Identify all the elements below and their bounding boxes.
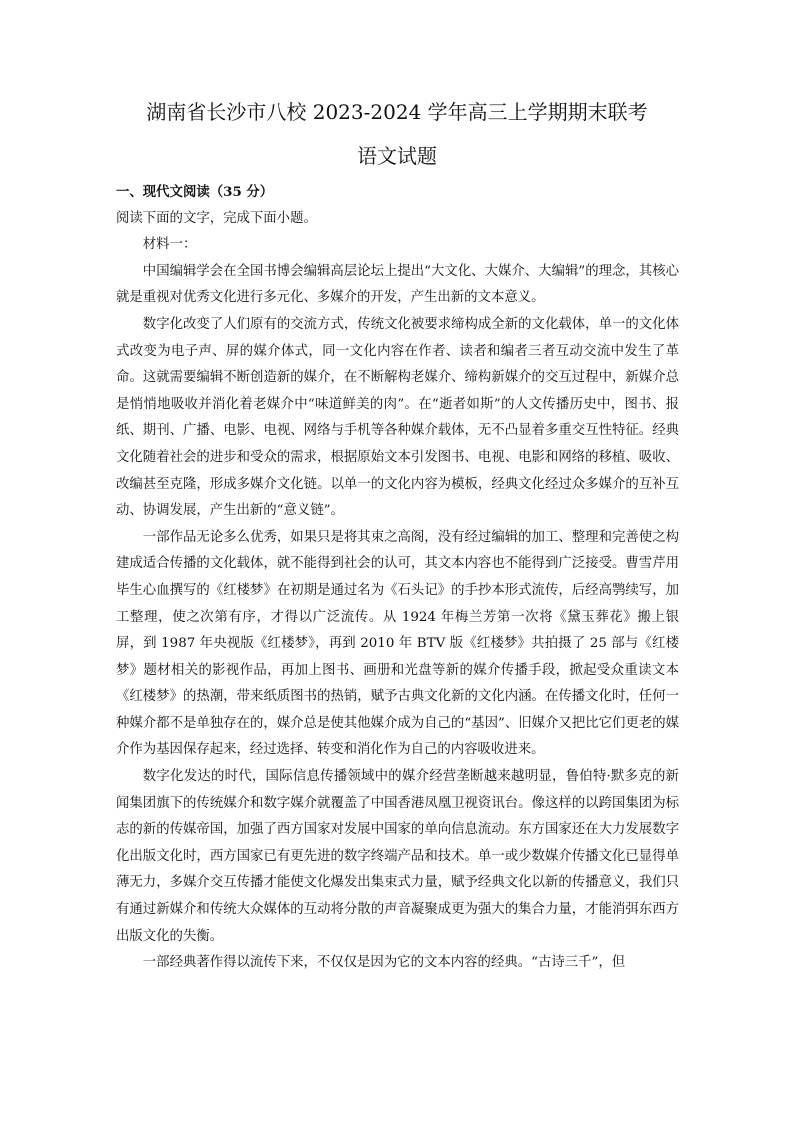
document-title: 湖南省长沙市八校 2023-2024 学年高三上学期期末联考 — [146, 100, 648, 124]
document-subtitle: 语文试题 — [357, 144, 437, 168]
document-body — [116, 179, 679, 977]
section-heading: 一、现代文阅读（35 分） — [116, 184, 274, 200]
question-instruction: 阅读下面的文字，完成下面小题。 — [116, 210, 317, 226]
paragraph: 一部经典著作得以流传下来，不仅仅是因为它的文本内容的经典。“古诗三千”，但 — [142, 955, 626, 971]
paragraph: 一部作品无论多么优秀，如果只是将其束之高阁，没有经过编辑的加工、整理和完善使之构建成适合传播的文化载体，就不能得到社会的认可，其文本内容也不能得到广泛接受。曹雪芹用毕生心血撰写的《红楼梦》在初期是通过名为《石头记》的手抄本形式流传，后经高鹗续写，加工整理，使之次第有序，才得以广泛流传。从 1924 年梅兰芳第一次将《黛玉葬花》搬上银屏，到 1987 年央视版《红楼梦》，再到 2010 年 BTV 版《红楼梦》共拍摄了 25 部与《红楼梦》题材相关的影视作品，再加上图书、画册和光盘等新的媒介传播手段，掀起受众重读文本《红楼梦》的热潮，带来纸质图书的热销，赋予古典文化新的文化内涵。在传播文化时，任何一种媒介都不是单独存在的，媒介总是使其他媒介成为自己的“基因”、旧媒介又把比它们更老的媒介作为基因保存起来，经过选择、转变和消化作为自己的内容吸收进来。 — [116, 529, 679, 758]
material-label: 材料一： — [142, 237, 197, 253]
paragraph: 数字化发达的时代，国际信息传播领域中的媒介经营垄断越来越明显，鲁伯特·默多克的新闻集团旗下的传统媒介和数字媒介就覆盖了中国香港凤凰卫视资讯台。像这样的以跨国集团为标志的新的传媒帝国，加强了西方国家对发展中国家的单向信息流动。东方国家还在大力发展数字化出版文化时，西方国家已有更先进的数字终端产品和技术。单一或少数媒介传播文化已显得单薄无力，多媒介交互传播才能使文化爆发出集束式力量，赋予经典文化以新的传播意义，我们只有通过新媒介和传统大众媒体的互动将分散的声音凝聚成更为强大的集合力量，才能消弭东西方出版文化的失衡。 — [116, 769, 679, 944]
paragraph: 中国编辑学会在全国书博会编辑高层论坛上提出“大文化、大媒介、大编辑”的理念，其核心就是重视对优秀文化进行多元化、多媒介的开发，产生出新的文本意义。 — [116, 263, 679, 306]
paragraph: 数字化改变了人们原有的交流方式，传统文化被要求缔构成全新的文化载体，单一的文化体式改变为电子声、屏的媒介体式，同一文化内容在作者、读者和编者三者互动交流中发生了革命。这就需要编辑不断创造新的媒介，在不断解构老媒介、缔构新媒介的交互过程中，新媒介总是悄悄地吸收并消化着老媒介中“味道鲜美的肉”。在“逝者如斯”的人文传播历史中，图书、报纸、期刊、广播、电影、电视、网络与手机等各种媒介载体，无不凸显着多重交互性特征。经典文化随着社会的进步和受众的需求，根据原始文本引发图书、电视、电影和网络的移植、吸收、改编甚至克隆，形成多媒介文化链。以单一的文化内容为模板，经典文化经过众多媒介的互补互动、协调发展，产生出新的“意义链”。 — [116, 316, 679, 519]
